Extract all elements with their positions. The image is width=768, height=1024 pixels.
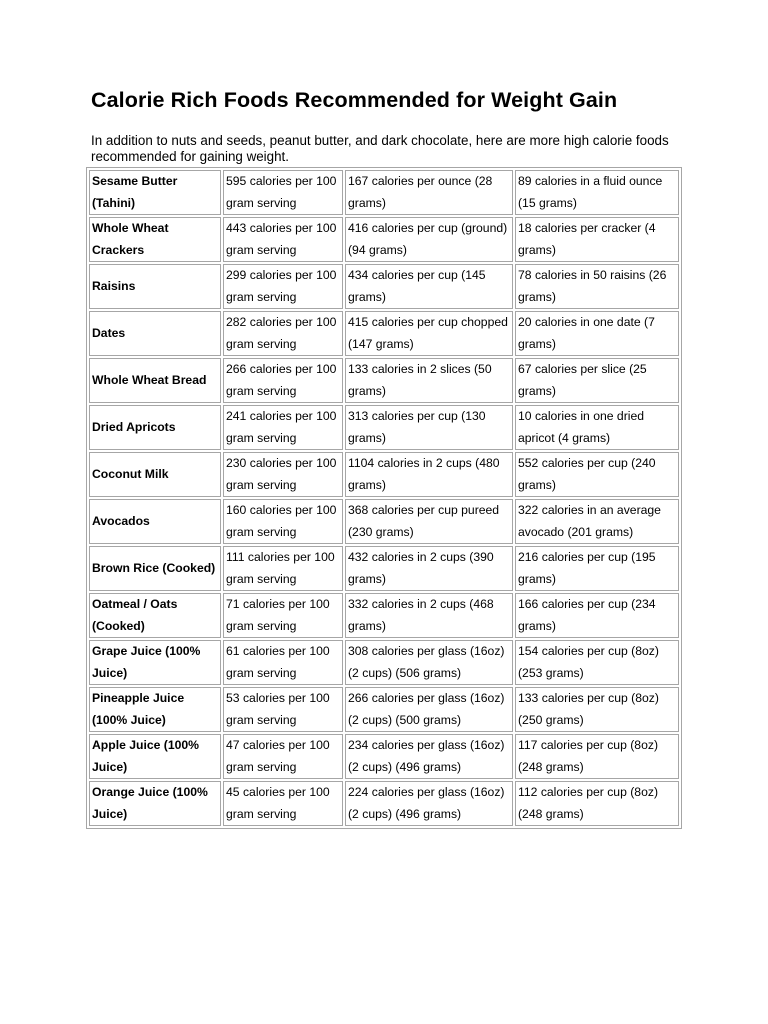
per-100g-cell: 266 calories per 100 gram serving <box>223 358 343 403</box>
food-name-cell: Apple Juice (100% Juice) <box>89 734 221 779</box>
food-name-cell: Dried Apricots <box>89 405 221 450</box>
serving-cell: 234 calories per glass (16oz) (2 cups) (496 grams) <box>345 734 513 779</box>
small-serving-cell: 154 calories per cup (8oz) (253 grams) <box>515 640 679 685</box>
table-row <box>89 640 679 685</box>
small-serving-cell: 216 calories per cup (195 grams) <box>515 546 679 591</box>
food-name-cell: Avocados <box>89 499 221 544</box>
serving-cell: 434 calories per cup (145 grams) <box>345 264 513 309</box>
table-row <box>89 452 679 497</box>
table-row <box>89 499 679 544</box>
per-100g-cell: 241 calories per 100 gram serving <box>223 405 343 450</box>
food-name-cell: Dates <box>89 311 221 356</box>
small-serving-cell: 67 calories per slice (25 grams) <box>515 358 679 403</box>
food-name-cell: Coconut Milk <box>89 452 221 497</box>
table-row <box>89 687 679 732</box>
serving-cell: 224 calories per glass (16oz) (2 cups) (496 grams) <box>345 781 513 826</box>
table-row <box>89 264 679 309</box>
serving-cell: 308 calories per glass (16oz) (2 cups) (506 grams) <box>345 640 513 685</box>
intro-paragraph: In addition to nuts and seeds, peanut butter, and dark chocolate, here are more high calorie foods recommended for gaining weight. <box>91 133 669 164</box>
per-100g-cell: 282 calories per 100 gram serving <box>223 311 343 356</box>
small-serving-cell: 117 calories per cup (8oz) (248 grams) <box>515 734 679 779</box>
serving-cell: 415 calories per cup chopped (147 grams) <box>345 311 513 356</box>
small-serving-cell: 18 calories per cracker (4 grams) <box>515 217 679 262</box>
per-100g-cell: 299 calories per 100 gram serving <box>223 264 343 309</box>
food-name-cell: Brown Rice (Cooked) <box>89 546 221 591</box>
small-serving-cell: 10 calories in one dried apricot (4 grams) <box>515 405 679 450</box>
per-100g-cell: 53 calories per 100 gram serving <box>223 687 343 732</box>
food-name-cell: Pineapple Juice (100% Juice) <box>89 687 221 732</box>
serving-cell: 416 calories per cup (ground) (94 grams) <box>345 217 513 262</box>
table-row <box>89 781 679 826</box>
per-100g-cell: 111 calories per 100 gram serving <box>223 546 343 591</box>
serving-cell: 1104 calories in 2 cups (480 grams) <box>345 452 513 497</box>
food-name-cell: Whole Wheat Bread <box>89 358 221 403</box>
table-row <box>89 217 679 262</box>
per-100g-cell: 45 calories per 100 gram serving <box>223 781 343 826</box>
small-serving-cell: 112 calories per cup (8oz) (248 grams) <box>515 781 679 826</box>
serving-cell: 266 calories per glass (16oz) (2 cups) (500 grams) <box>345 687 513 732</box>
table-row <box>89 734 679 779</box>
food-name-cell: Raisins <box>89 264 221 309</box>
table-row <box>89 546 679 591</box>
per-100g-cell: 443 calories per 100 gram serving <box>223 217 343 262</box>
serving-cell: 133 calories in 2 slices (50 grams) <box>345 358 513 403</box>
table-row <box>89 405 679 450</box>
food-name-cell: Sesame Butter (Tahini) <box>89 170 221 215</box>
per-100g-cell: 61 calories per 100 gram serving <box>223 640 343 685</box>
serving-cell: 313 calories per cup (130 grams) <box>345 405 513 450</box>
small-serving-cell: 322 calories in an average avocado (201 grams) <box>515 499 679 544</box>
per-100g-cell: 71 calories per 100 gram serving <box>223 593 343 638</box>
serving-cell: 368 calories per cup pureed (230 grams) <box>345 499 513 544</box>
small-serving-cell: 552 calories per cup (240 grams) <box>515 452 679 497</box>
small-serving-cell: 78 calories in 50 raisins (26 grams) <box>515 264 679 309</box>
serving-cell: 332 calories in 2 cups (468 grams) <box>345 593 513 638</box>
per-100g-cell: 595 calories per 100 gram serving <box>223 170 343 215</box>
per-100g-cell: 230 calories per 100 gram serving <box>223 452 343 497</box>
page-title: Calorie Rich Foods Recommended for Weight Gain <box>91 88 618 112</box>
small-serving-cell: 20 calories in one date (7 grams) <box>515 311 679 356</box>
table-row <box>89 311 679 356</box>
per-100g-cell: 47 calories per 100 gram serving <box>223 734 343 779</box>
small-serving-cell: 89 calories in a fluid ounce (15 grams) <box>515 170 679 215</box>
serving-cell: 167 calories per ounce (28 grams) <box>345 170 513 215</box>
food-name-cell: Grape Juice (100% Juice) <box>89 640 221 685</box>
serving-cell: 432 calories in 2 cups (390 grams) <box>345 546 513 591</box>
table-row <box>89 593 679 638</box>
calorie-table <box>86 167 682 829</box>
table-row <box>89 170 679 215</box>
table-row <box>89 358 679 403</box>
food-name-cell: Orange Juice (100% Juice) <box>89 781 221 826</box>
food-name-cell: Oatmeal / Oats (Cooked) <box>89 593 221 638</box>
small-serving-cell: 166 calories per cup (234 grams) <box>515 593 679 638</box>
food-name-cell: Whole Wheat Crackers <box>89 217 221 262</box>
per-100g-cell: 160 calories per 100 gram serving <box>223 499 343 544</box>
small-serving-cell: 133 calories per cup (8oz) (250 grams) <box>515 687 679 732</box>
